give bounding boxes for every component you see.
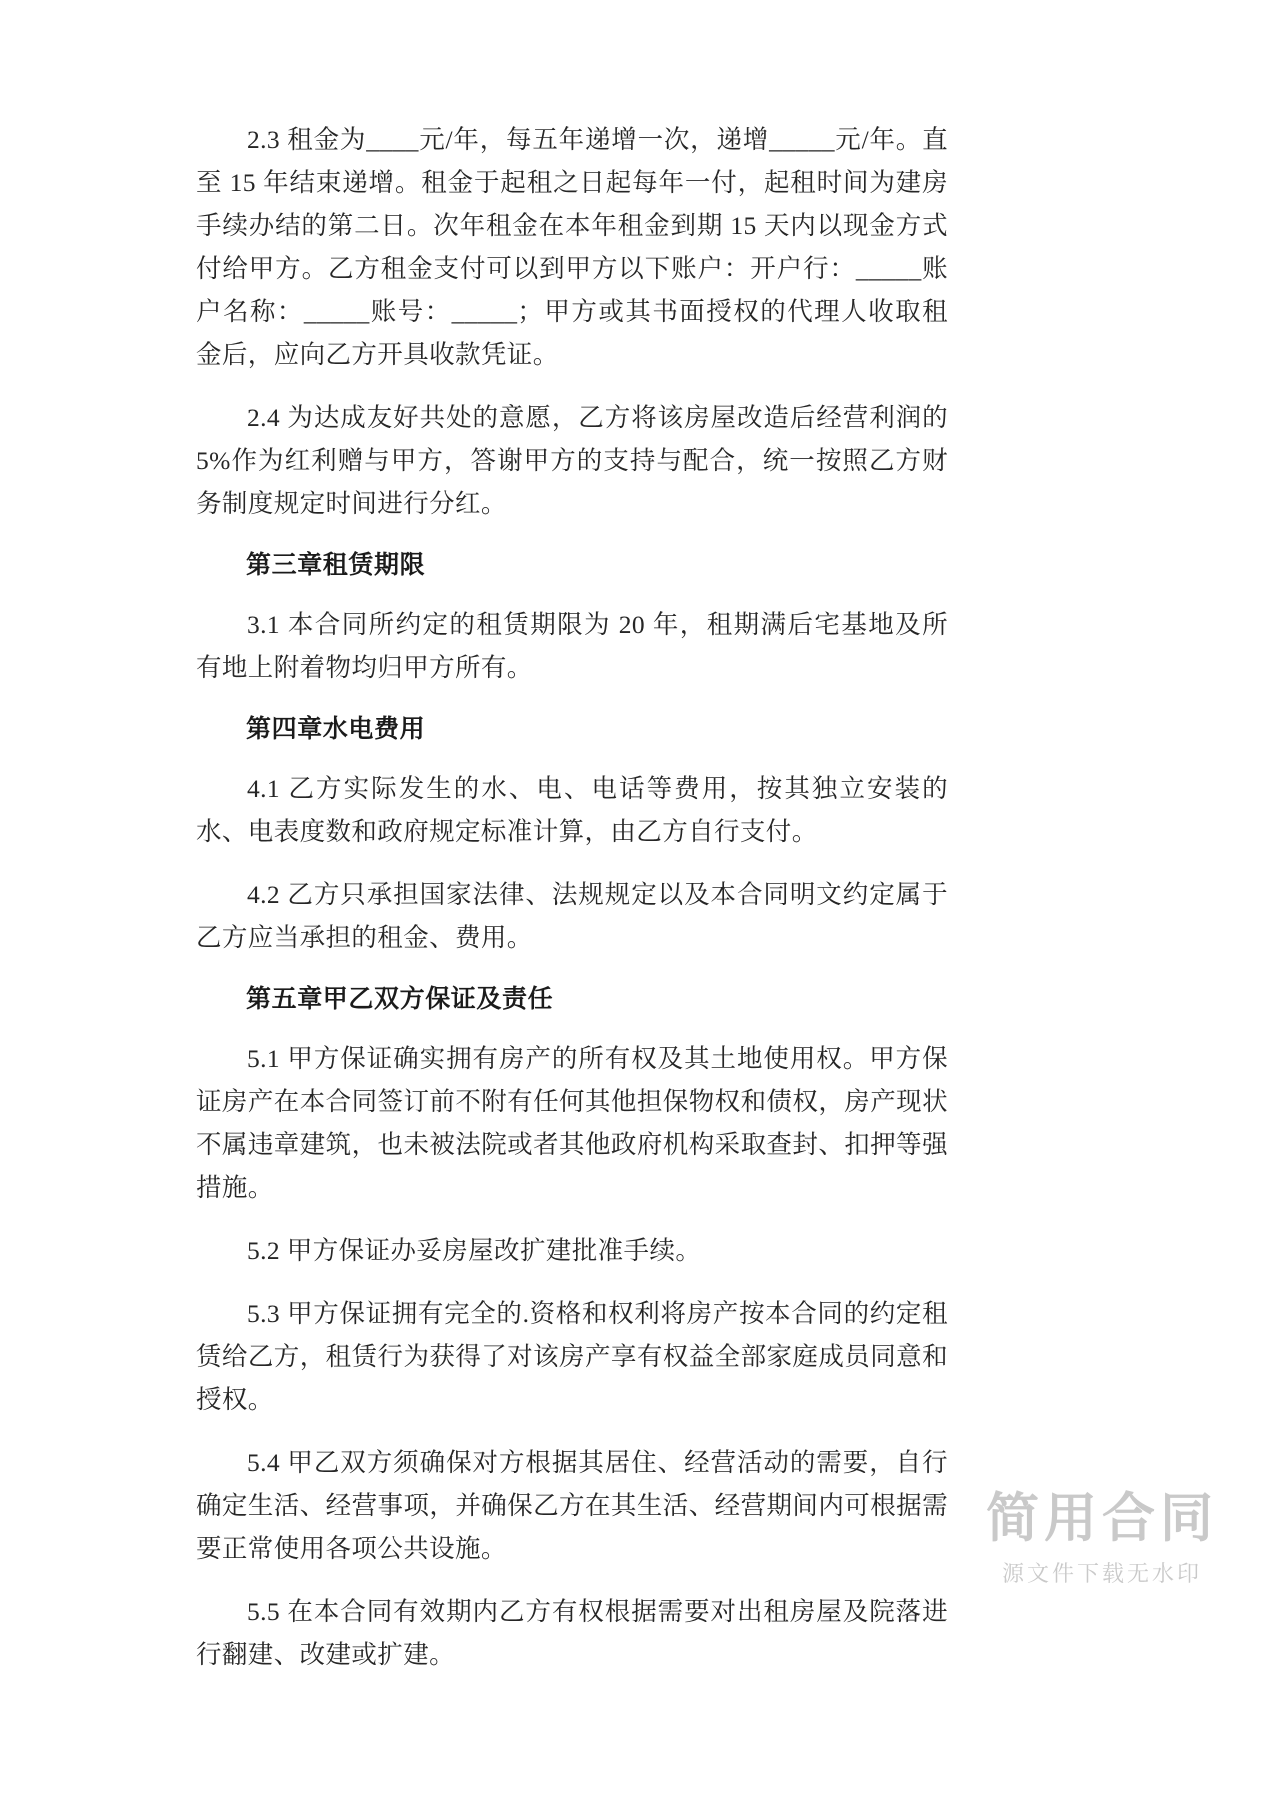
watermark: [986, 1491, 1218, 1588]
clause-5-4: 5.4 甲乙双方须确保对方根据其居住、经营活动的需要，自行确定生活、经营事项，并确保乙方在其生活、经营期间内可根据需要正常使用各项公共设施。: [196, 1448, 948, 1563]
chapter-3-heading: 第三章租赁期限: [246, 551, 426, 579]
clause-4-1: 4.1 乙方实际发生的水、电、电话等费用，按其独立安装的水、电表度数和政府规定标准计算，由乙方自行支付。: [196, 774, 948, 846]
clause-4-2: 4.2 乙方只承担国家法律、法规规定以及本合同明文约定属于乙方应当承担的租金、费用。: [196, 880, 948, 952]
clause-2-3: 2.3 租金为____元/年，每五年递增一次，递增_____元/年。直至 15 年结束递增。租金于起租之日起每年一付，起租时间为建房手续办结的第二日。次年租金在本年租金到期 15 天内以现金方式付给甲方。乙方租金支付可以到甲方以下账户：开户行：_____账户名称：_____账号：_____；甲方或其书面授权的代理人收取租金后，应向乙方开具收款凭证。: [196, 125, 948, 369]
chapter-5-heading: 第五章甲乙双方保证及责任: [246, 985, 554, 1013]
clause-5-1: 5.1 甲方保证确实拥有房产的所有权及其土地使用权。甲方保证房产在本合同签订前不附有任何其他担保物权和债权，房产现状不属违章建筑，也未被法院或者其他政府机构采取查封、扣押等强措施。: [196, 1044, 948, 1202]
watermark-subtitle: 源文件下载无水印: [1001, 1561, 1202, 1586]
clause-3-1: 3.1 本合同所约定的租赁期限为 20 年，租期满后宅基地及所有地上附着物均归甲方所有。: [196, 610, 948, 682]
document-body: [196, 118, 948, 1696]
clause-2-4: 2.4 为达成友好共处的意愿，乙方将该房屋改造后经营利润的 5%作为红利赠与甲方，答谢甲方的支持与配合，统一按照乙方财务制度规定时间进行分红。: [196, 403, 948, 518]
clause-5-5: 5.5 在本合同有效期内乙方有权根据需要对出租房屋及院落进行翻建、改建或扩建。: [196, 1597, 948, 1669]
watermark-title: 简用合同: [986, 1489, 1218, 1549]
chapter-4-heading: 第四章水电费用: [246, 715, 426, 743]
clause-5-3: 5.3 甲方保证拥有完全的.资格和权利将房产按本合同的约定租赁给乙方，租赁行为获得了对该房产享有权益全部家庭成员同意和授权。: [196, 1299, 948, 1414]
clause-5-2: 5.2 甲方保证办妥房屋改扩建批准手续。: [247, 1236, 702, 1265]
